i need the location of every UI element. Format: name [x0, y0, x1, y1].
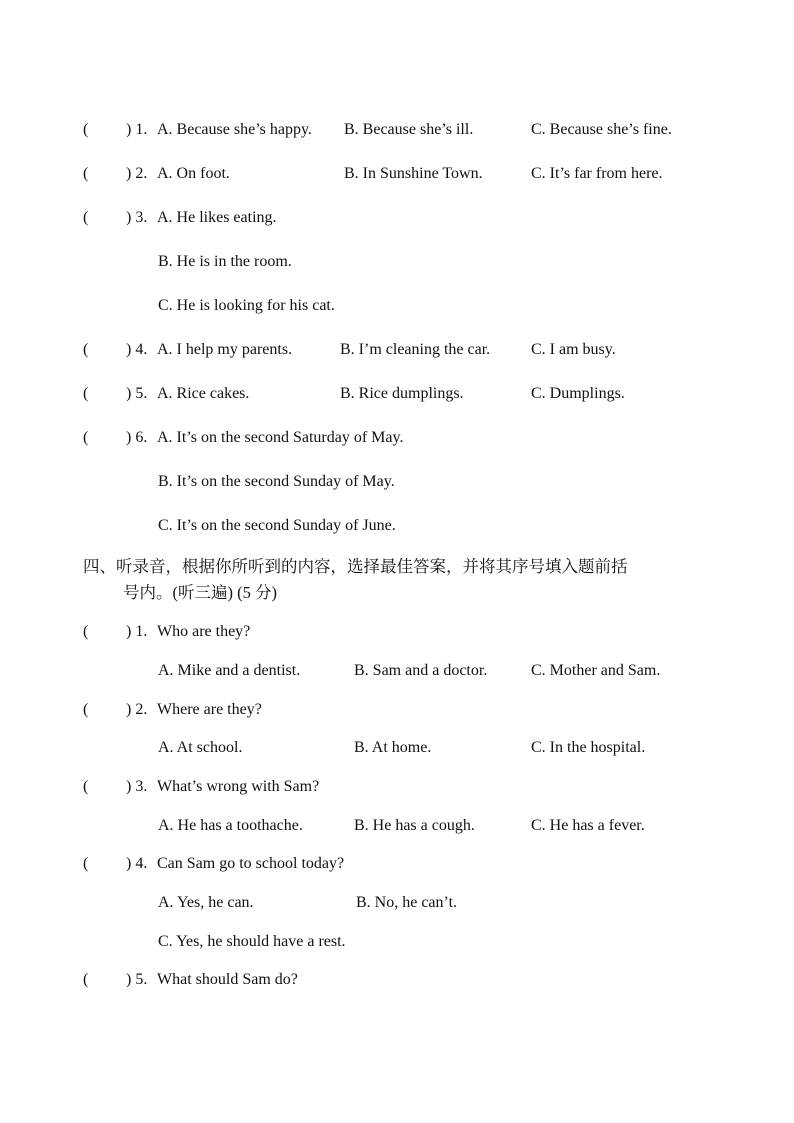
option-a: A. He likes eating. [157, 209, 277, 226]
question-number: ) 4. [126, 341, 148, 358]
question-number: ) 2. [126, 701, 148, 718]
section-heading-line1: 四、听录音，根据你所听到的内容，选择最佳答案，并将其序号填入题前括 [83, 557, 628, 576]
answer-paren[interactable]: ( [83, 855, 89, 872]
question-number: ) 5. [126, 971, 148, 988]
option-a: A. It’s on the second Saturday of May. [157, 429, 404, 446]
question-text: Who are they? [157, 623, 251, 640]
question-number: ) 3. [126, 778, 148, 795]
option-a: A. Rice cakes. [157, 385, 250, 402]
option-b: B. In Sunshine Town. [344, 165, 483, 182]
option-c: C. Dumplings. [531, 385, 625, 402]
option-b: B. It’s on the second Sunday of May. [158, 473, 395, 490]
option-b: B. He has a cough. [354, 817, 475, 834]
option-c: C. He is looking for his cat. [158, 297, 335, 314]
question-number: ) 2. [126, 165, 148, 182]
question-number: ) 5. [126, 385, 148, 402]
option-a: A. On foot. [157, 165, 230, 182]
answer-paren[interactable]: ( [83, 701, 89, 718]
question-text: Can Sam go to school today? [157, 855, 345, 872]
option-c: C. He has a fever. [531, 817, 645, 834]
question-number: ) 4. [126, 855, 148, 872]
section-heading-line2: 号内。(听三遍) (5 分) [123, 583, 277, 602]
option-c: C. I am busy. [531, 341, 616, 358]
question-number: ) 6. [126, 429, 148, 446]
option-b: B. He is in the room. [158, 253, 292, 270]
answer-paren[interactable]: ( [83, 429, 89, 446]
option-c: C. Yes, he should have a rest. [158, 933, 346, 950]
option-c: C. Because she’s fine. [531, 121, 672, 138]
answer-paren[interactable]: ( [83, 385, 89, 402]
option-a: A. Yes, he can. [158, 894, 254, 911]
question-number: ) 3. [126, 209, 148, 226]
option-c: C. Mother and Sam. [531, 662, 661, 679]
question-text: Where are they? [157, 701, 262, 718]
option-c: C. It’s on the second Sunday of June. [158, 517, 396, 534]
answer-paren[interactable]: ( [83, 778, 89, 795]
option-b: B. Because she’s ill. [344, 121, 474, 138]
option-c: C. It’s far from here. [531, 165, 663, 182]
question-number: ) 1. [126, 623, 148, 640]
answer-paren[interactable]: ( [83, 971, 89, 988]
option-a: A. I help my parents. [157, 341, 293, 358]
option-b: B. No, he can’t. [356, 894, 458, 911]
option-c: C. In the hospital. [531, 739, 646, 756]
question-number: ) 1. [126, 121, 148, 138]
question-text: What should Sam do? [157, 971, 298, 988]
option-a: A. Mike and a dentist. [158, 662, 301, 679]
answer-paren[interactable]: ( [83, 623, 89, 640]
option-b: B. At home. [354, 739, 432, 756]
option-b: B. Sam and a doctor. [354, 662, 488, 679]
answer-paren[interactable]: ( [83, 209, 89, 226]
section-heading [83, 554, 723, 606]
answer-paren[interactable]: ( [83, 121, 89, 138]
option-b: B. Rice dumplings. [340, 385, 464, 402]
answer-paren[interactable]: ( [83, 341, 89, 358]
option-a: A. Because she’s happy. [157, 121, 312, 138]
option-b: B. I’m cleaning the car. [340, 341, 491, 358]
question-text: What’s wrong with Sam? [157, 778, 320, 795]
option-a: A. He has a toothache. [158, 817, 303, 834]
answer-paren[interactable]: ( [83, 165, 89, 182]
option-a: A. At school. [158, 739, 243, 756]
